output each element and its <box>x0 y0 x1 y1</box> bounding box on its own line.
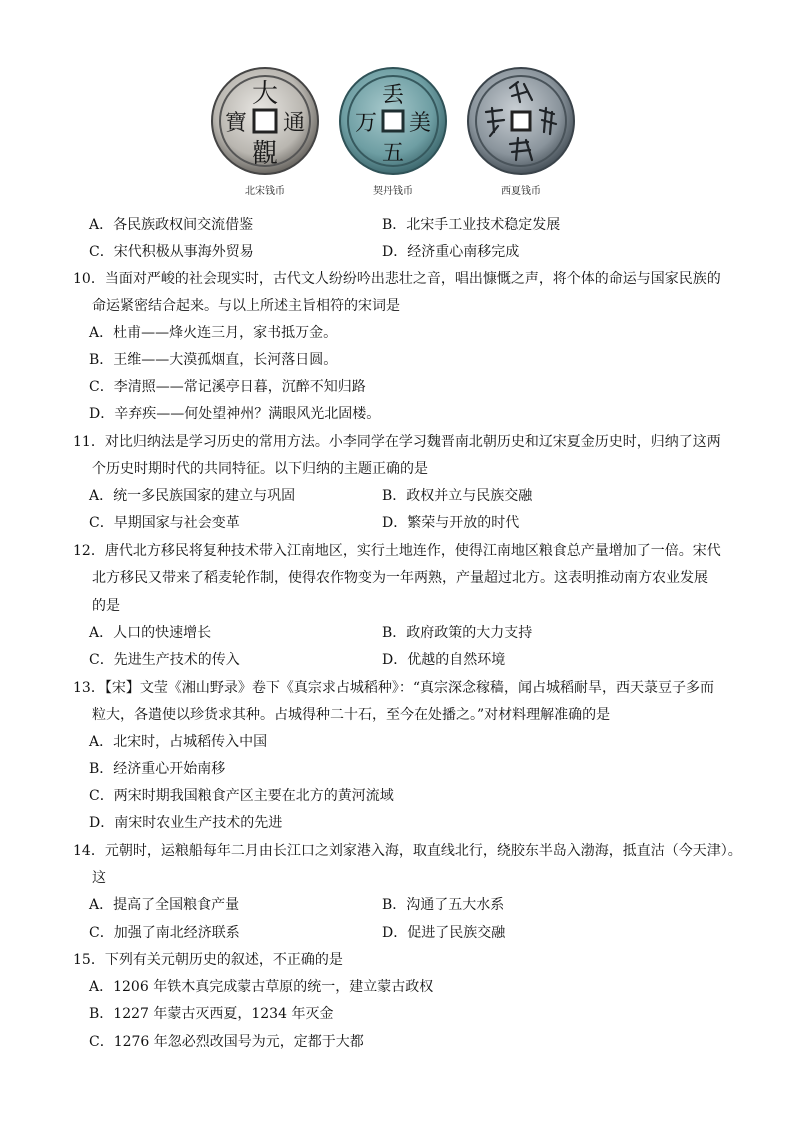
coin-northern-song-image <box>210 66 320 176</box>
q10-stem-line1: 10．当面对严峻的社会现实时，古代文人纷纷吟出悲壮之音，唱出慷慨之声，将个体的命运与国家民族的 <box>73 271 721 287</box>
q12-stem-line3: 的是 <box>92 598 120 614</box>
q10-option-d: D．辛弃疾——何处望神州？满眼风光北固楼。 <box>89 406 381 422</box>
q9-option-c: C．宋代积极从事海外贸易 <box>89 244 254 260</box>
coin1-char-left: 寶 <box>224 111 248 136</box>
q10-option-a: A．杜甫——烽火连三月，家书抵万金。 <box>89 325 338 341</box>
q13-option-b: B．经济重心开始南移 <box>89 761 226 777</box>
q15-option-c: C．1276 年忽必烈改国号为元，定都于大都 <box>89 1034 364 1050</box>
q12-stem-line2: 北方移民又带来了稻麦轮作制，使得农作物变为一年两熟，产量超过北方。这表明推动南方农业发展 <box>92 570 708 586</box>
q14-option-a: A．提高了全国粮食产量 <box>89 897 240 913</box>
q15-stem-line1: 15．下列有关元朝历史的叙述，不正确的是 <box>73 952 343 968</box>
coin2-char-top: 丢 <box>381 83 405 108</box>
q13-option-c: C．两宋时期我国粮食产区主要在北方的黄河流域 <box>89 788 394 804</box>
q9-option-b: B．北宋手工业技术稳定发展 <box>382 217 561 233</box>
coin-khitan-image <box>338 66 448 176</box>
q13-stem-line1: 13．【宋】文莹《湘山野录》卷下《真宗求占城稻种》：“真宗深念稼穑，闻占城稻耐旱，西天菉豆子多而 <box>73 680 714 696</box>
q15-option-a: A．1206 年铁木真完成蒙古草原的统一，建立蒙古政权 <box>89 979 434 995</box>
q14-option-c: C．加强了南北经济联系 <box>89 925 240 941</box>
q15-option-b: B．1227 年蒙古灭西夏，1234 年灭金 <box>89 1006 334 1022</box>
coin-western-xia <box>466 66 576 197</box>
coin2-char-bottom: 五 <box>381 141 405 166</box>
q9-option-d: D．经济重心南移完成 <box>382 244 520 260</box>
q13-option-a: A．北宋时，占城稻传入中国 <box>89 734 268 750</box>
q10-stem-line2: 命运紧密结合起来。与以上所述主旨相符的宋词是 <box>92 298 400 314</box>
q14-stem-line1: 14．元朝时，运粮船每年二月由长江口之刘家港入海，取直线北行，绕胶东半岛入渤海，抵直沽（今天津）。 <box>73 843 742 859</box>
coin-northern-song <box>210 66 320 197</box>
coins-figure <box>210 66 590 206</box>
q13-stem-line2: 粒大，各遣使以珍货求其种。占城得种二十石，至今在处播之。”对材料理解准确的是 <box>92 707 611 723</box>
coin-caption: 契丹钱币 <box>373 186 413 197</box>
coin1-char-right: 通 <box>282 111 306 136</box>
coin-caption: 北宋钱币 <box>245 186 285 197</box>
q12-option-b: B．政府政策的大力支持 <box>382 625 533 641</box>
q10-option-c: C．李清照——常记溪亭日暮，沉醉不知归路 <box>89 379 366 395</box>
q11-option-c: C．早期国家与社会变革 <box>89 515 240 531</box>
coin1-char-top: 大 <box>251 79 279 109</box>
q14-stem-line2: 这 <box>92 870 106 886</box>
q13-option-d: D．南宋时农业生产技术的先进 <box>89 815 283 831</box>
q12-stem-line1: 12．唐代北方移民将复种技术带入江南地区，实行土地连作，使得江南地区粮食总产量增加了一倍。宋代 <box>73 543 721 559</box>
coin-western-xia-image <box>466 66 576 176</box>
q10-option-b: B．王维——大漠孤烟直，长河落日圆。 <box>89 352 338 368</box>
coin1-char-bottom: 觀 <box>251 139 279 169</box>
q11-option-d: D．繁荣与开放的时代 <box>382 515 520 531</box>
q11-stem-line2: 个历史时期时代的共同特征。以下归纳的主题正确的是 <box>92 461 428 477</box>
q9-option-a: A．各民族政权间交流借鉴 <box>89 217 254 233</box>
q14-option-b: B．沟通了五大水系 <box>382 897 505 913</box>
coin-caption: 西夏钱币 <box>501 186 541 197</box>
q11-option-a: A．统一多民族国家的建立与巩固 <box>89 488 296 504</box>
q11-stem-line1: 11．对比归纳法是学习历史的常用方法。小李同学在学习魏晋南北朝历史和辽宋夏金历史时，归纳了这两 <box>73 434 721 450</box>
coin-khitan <box>338 66 448 197</box>
q12-option-c: C．先进生产技术的传入 <box>89 652 240 668</box>
q11-option-b: B．政权并立与民族交融 <box>382 488 533 504</box>
q12-option-a: A．人口的快速增长 <box>89 625 212 641</box>
q12-option-d: D．优越的自然环境 <box>382 652 506 668</box>
coin2-char-right: 美 <box>408 111 432 136</box>
q14-option-d: D．促进了民族交融 <box>382 925 506 941</box>
coin2-char-left: 万 <box>354 111 378 136</box>
